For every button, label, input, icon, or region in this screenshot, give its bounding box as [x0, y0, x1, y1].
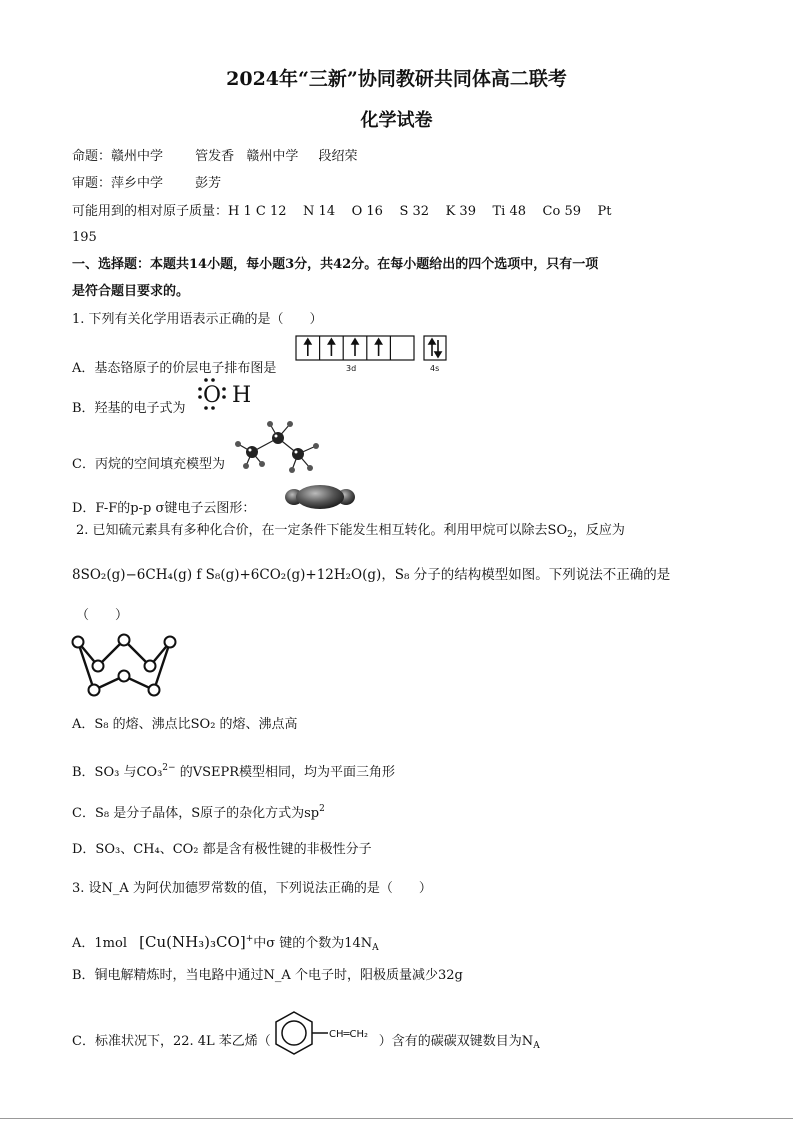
- q2-option-d: D．SO₃、CH₄、CO₂ 都是含有极性键的非极性分子: [72, 842, 372, 857]
- label-3d: 3d: [346, 364, 357, 373]
- atomic-mass-cont: 195: [72, 230, 97, 245]
- atomic-mass-label: 可能用到的相对原子质量：: [72, 204, 229, 219]
- q3-option-c-text: C．标准状况下，22. 4L 苯乙烯（: [72, 1034, 271, 1049]
- q2-stem-tail: ，反应为: [572, 523, 625, 538]
- q2-paren: （ ）: [76, 608, 129, 623]
- section1-heading-line2: 是符合题目要求的。: [72, 284, 190, 299]
- q2-equation: 8SO₂(g)−6CH₄(g) f S₈(g)+6CO₂(g)+12H₂O(g): [72, 567, 382, 583]
- q3-option-a: [72, 930, 379, 957]
- authors-label: 命题：: [72, 149, 112, 164]
- author1-school: 赣州中学: [111, 149, 164, 164]
- q2-option-c: [72, 800, 325, 823]
- q3-complex-charge: +: [245, 934, 254, 944]
- orbital-diagram: [294, 334, 454, 374]
- page-bottom-rule: [0, 1118, 793, 1119]
- q2-option-a: A．S₈ 的熔、沸点比SO₂ 的熔、沸点高: [72, 717, 298, 732]
- propane-model: [232, 416, 324, 476]
- q2-option-b-text: B．SO₃ 与CO₃: [72, 765, 163, 780]
- q3-stem: 3. 设N_A 为阿伏加德罗常数的值，下列说法正确的是（ ）: [72, 881, 432, 896]
- q2-stem-sub: 2: [567, 530, 573, 540]
- vinyl-group: CH═CH₂: [329, 1029, 369, 1040]
- q1-option-d: D．F-F的p-p σ键电子云图形：: [72, 501, 256, 516]
- label-4s: 4s: [430, 364, 440, 373]
- q3-option-c-tail: ）含有的碳碳双键数目为N: [378, 1034, 534, 1049]
- q2-option-b: [72, 759, 395, 782]
- q2-stem-text: 2. 已知硫元素具有多种化合价，在一定条件下能发生相互转化。利用甲烷可以除去SO: [76, 523, 568, 538]
- q2-option-c-text: C．S₈ 是分子晶体，S原子的杂化方式为sp: [72, 806, 320, 821]
- q3-option-a-sub: A: [372, 943, 379, 953]
- reviewer-line: [72, 175, 221, 193]
- q3-complex: [Cu(NH₃)₃CO]: [139, 933, 246, 951]
- author1-name: 管发香: [195, 149, 235, 164]
- q1-option-a: A．基态铬原子的价层电子排布图是: [72, 361, 277, 376]
- author2-school: 赣州中学: [246, 149, 299, 164]
- q2-option-b-tail: 的VSEPR模型相同，均为平面三角形: [175, 765, 396, 780]
- q2-stem: [76, 522, 625, 544]
- q2-equation-tail: ，S₈ 分子的结构模型如图。下列说法不正确的是: [381, 567, 671, 583]
- reviewer-label: 审题：: [72, 176, 112, 191]
- q1-stem: 1. 下列有关化学用语表示正确的是（ ）: [72, 312, 323, 327]
- reviewer-school: 萍乡中学: [111, 176, 164, 191]
- svg-text:O: O: [203, 383, 222, 408]
- atomic-mass-line: [72, 203, 611, 221]
- authors-line: [72, 148, 358, 166]
- atomic-mass-values: H 1 C 12 N 14 O 16 S 32 K 39 Ti 48 Co 59 Pt: [228, 204, 612, 219]
- q2-equation-line: [72, 566, 670, 584]
- q3-option-a-text: A．1mol: [72, 936, 127, 951]
- q1-option-b: B．羟基的电子式为: [72, 401, 186, 416]
- q2-option-b-sup: 2−: [162, 763, 176, 773]
- styrene-structure: [272, 1008, 384, 1060]
- s8-ring-model: [70, 630, 180, 698]
- q3-option-a-tail: 中σ 键的个数为14N: [253, 936, 373, 951]
- q3-option-c-sub: A: [533, 1041, 540, 1051]
- reviewer-name: 彭芳: [195, 176, 222, 191]
- hydroxyl-h: H: [232, 383, 252, 408]
- q1-option-c: C．丙烷的空间填充模型为: [72, 457, 225, 472]
- exam-title: 2024年“三新”协同教研共同体高二联考: [226, 68, 567, 90]
- section1-heading-line1: 一、选择题：本题共14小题，每小题3分，共42分。在每小题给出的四个选项中，只有一项: [72, 257, 599, 272]
- q2-option-c-sup: 2: [319, 804, 325, 814]
- hydroxyl-electron-formula: [196, 376, 256, 412]
- exam-subtitle: 化学试卷: [360, 110, 433, 131]
- sigma-bond-cloud: [284, 482, 356, 512]
- q3-option-b: B．铜电解精炼时，当电路中通过N_A 个电子时，阳极质量减少32g: [72, 968, 463, 983]
- author2-name: 段绍荣: [318, 149, 358, 164]
